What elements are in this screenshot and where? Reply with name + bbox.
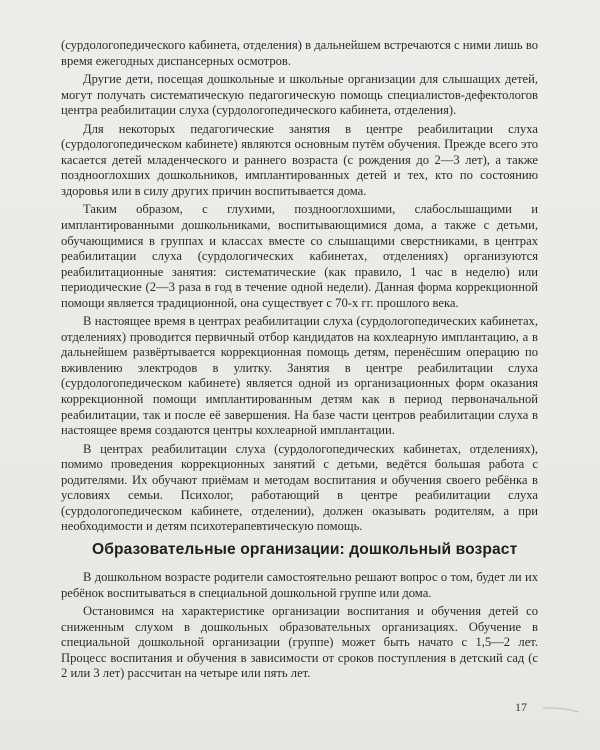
section-heading: Образовательные организации: дошкольный возраст (92, 541, 518, 558)
paragraph: В центрах реабилитации слуха (сурдологопедических кабинетах, отделениях), помимо проведения коррекционных занятий с детьми, ведётся большая работа с родителями. Их обучают приёмам и методам воспитания и обучения своего ребёнка в условиях семьи. Психолог, работающий в центре реабилитации слуха (сурдологопедическом кабинете, отделении), должен оказывать родителям, а при необходимости и детям психотерапевтическую помощь. (61, 441, 538, 534)
paragraph: В настоящее время в центрах реабилитации слуха (сурдологопедических кабинетах, отделениях) проводится первичный отбор кандидатов на кохлеарную имплантацию, а в дальнейшем развёртывается коррекционная помощь детям, перенёсшим операцию по вживлению электродов в улитку. Занятия в центре реабилитации слуха (сурдологопедическом кабинете) является одной из организационных форм оказания коррекционной помощи имплантированным детям как в период первоначальной реабилитации, так и после её завершения. На базе части центров реабилитации слуха в настоящее время создаются центры кохлеарной имплантации. (61, 314, 538, 438)
paragraph: (сурдологопедического кабинета, отделения) в дальнейшем встречаются с ними лишь во время ежегодных диспансерных осмотров. (61, 38, 538, 68)
body-text-top (61, 38, 538, 535)
paragraph: Другие дети, посещая дошкольные и школьные организации для слышащих детей, могут получать систематическую педагогическую помощь специалистов-дефектологов центра реабилитации слуха (сурдологопедического кабинета, отделения). (61, 72, 538, 118)
paragraph: Таким образом, с глухими, позднооглохшими, слабослышащими и имплантированными дошкольниками, воспитывающимися дома, а также с детьми, обучающимися в группах и классах вместе со слышащими сверстниками, в центрах реабилитации слуха (сурдологических кабинетах, отделениях) организуются реабилитационные занятия: систематические (как правило, 1 час в неделю) или периодические (2—3 раза в год в течение одной недели). Данная форма коррекционной помощи является традиционной, она существует с 70-х гг. прошлого века. (61, 202, 538, 310)
paragraph: Для некоторых педагогические занятия в центре реабилитации слуха (сурдологопедическом кабинете) являются основным путём обучения. Прежде всего это касается детей младенческого и раннего возраста (с рождения до 2—3 лет), а также позднооглохших дошкольников, имплантированных детей и тех, кто по состоянию здоровья или в силу других причин воспитывается дома. (61, 121, 538, 198)
page-corner-decoration (543, 706, 579, 726)
page-number: 17 (515, 700, 527, 714)
paragraph: В дошкольном возрасте родители самостоятельно решают вопрос о том, будет ли их ребёнок воспитываться в специальной дошкольной группе или дома. (61, 570, 538, 600)
paragraph: Остановимся на характеристике организации воспитания и обучения детей со сниженным слухом в дошкольных образовательных организациях. Обучение в специальной дошкольной организации (группе) может быть начато с 1,5—2 лет. Процесс воспитания и обучения в зависимости от сроков поступления в детский сад (с 2 или 3 лет) рассчитан на четыре или пять лет. (61, 604, 538, 681)
body-text-bottom (61, 570, 538, 682)
